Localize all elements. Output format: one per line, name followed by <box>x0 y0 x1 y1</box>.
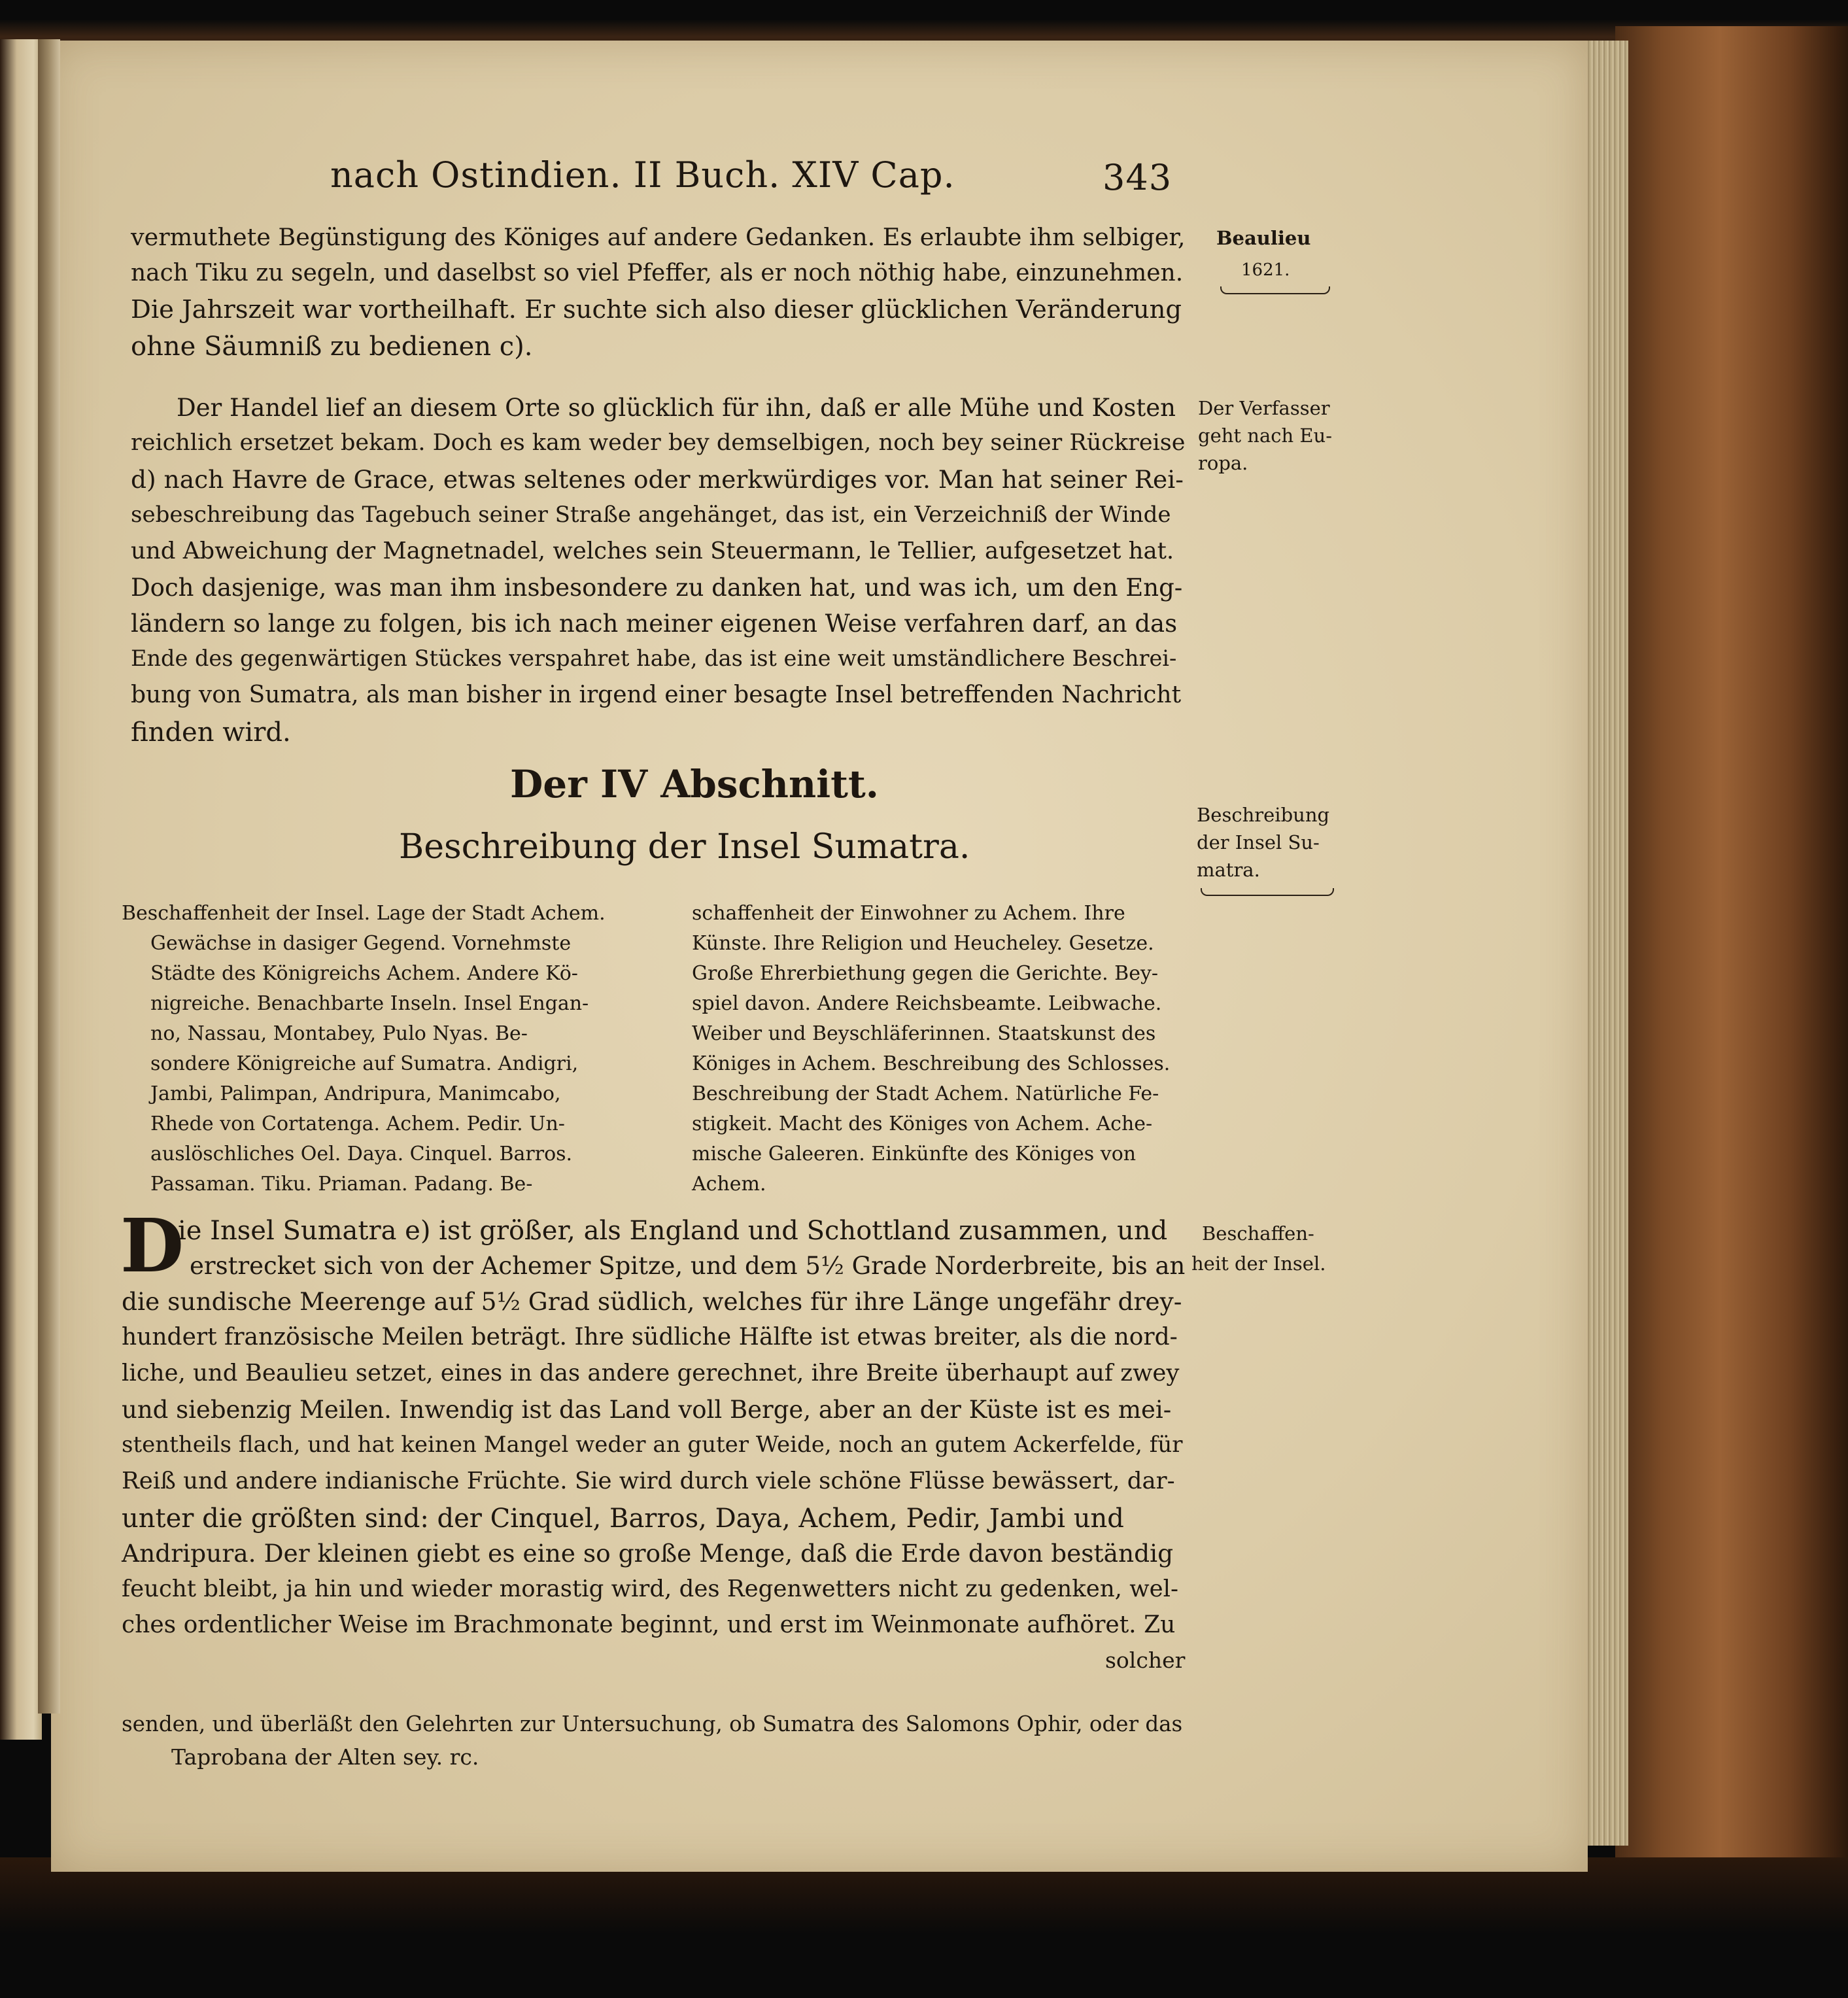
margin-bracket <box>1201 888 1334 896</box>
margin-note-line: matra. <box>1197 859 1260 881</box>
footnote-line: Taprobana der Alten sey. rc. <box>171 1744 479 1770</box>
summary-line: Künste. Ihre Religion und Heucheley. Gesetze. <box>692 932 1154 955</box>
summary-line: Achem. <box>692 1173 766 1196</box>
summary-line: Rhede von Cortatenga. Achem. Pedir. Un- <box>150 1112 565 1135</box>
text-line: die sundische Meerenge auf 5½ Grad südlich, welches für ihre Länge ungefähr drey- <box>122 1287 1182 1316</box>
text-line: hundert französische Meilen beträgt. Ihre südliche Hälfte ist etwas breiter, als die nord- <box>122 1324 1178 1351</box>
text-line: nach Tiku zu segeln, und daselbst so viel Pfeffer, als er noch nöthig habe, einzunehmen. <box>131 260 1184 286</box>
text-line: und Abweichung der Magnetnadel, welches sein Steuermann, le Tellier, aufgesetzet hat. <box>131 538 1174 564</box>
summary-line: Jambi, Palimpan, Andripura, Manimcabo, <box>150 1082 561 1105</box>
text-line: erstrecket sich von der Achemer Spitze, und dem 5½ Grade Norderbreite, bis an <box>190 1252 1186 1280</box>
section-title: Der IV Abschnitt. <box>510 762 879 806</box>
margin-note-year: 1621. <box>1241 260 1290 280</box>
margin-note-line: Der Verfasser <box>1198 397 1330 419</box>
section-subtitle: Beschreibung der Insel Sumatra. <box>399 827 970 867</box>
text-line: ie Insel Sumatra e) ist größer, als England und Schottland zusammen, und <box>178 1216 1168 1246</box>
summary-line: Beschreibung der Stadt Achem. Natürliche Fe- <box>692 1082 1159 1105</box>
summary-line: no, Nassau, Montabey, Pulo Nyas. Be- <box>150 1022 528 1045</box>
text-line: vermuthete Begünstigung des Königes auf andere Gedanken. Es erlaubte ihm selbiger, <box>131 223 1186 251</box>
summary-line: auslöschliches Oel. Daya. Cinquel. Barros. <box>150 1143 573 1165</box>
text-line: sebeschreibung das Tagebuch seiner Straße angehänget, das ist, ein Verzeichniß der Winde <box>131 502 1171 528</box>
text-line: ohne Säumniß zu bedienen c). <box>131 332 533 362</box>
catchword: solcher <box>1105 1647 1186 1673</box>
text-line: Ende des gegenwärtigen Stückes verspahret habe, das ist eine weit umständlichere Beschrei- <box>131 646 1177 671</box>
margin-note-line: geht nach Eu- <box>1198 424 1333 447</box>
margin-note-line: Beschaffen- <box>1202 1222 1314 1245</box>
text-line: Doch dasjenige, was man ihm insbesondere zu danken hat, und was ich, um den Eng- <box>131 574 1183 602</box>
page-number: 343 <box>1103 157 1172 198</box>
text-line: Die Jahrszeit war vortheilhaft. Er suchte sich also dieser glücklichen Veränderung <box>131 295 1182 324</box>
footnote-line: senden, und überläßt den Gelehrten zur Untersuchung, ob Sumatra des Salomons Ophir, oder das <box>122 1712 1183 1736</box>
book-cover-right <box>1615 26 1848 1857</box>
summary-line: stigkeit. Macht des Königes von Achem. Ache- <box>692 1112 1153 1135</box>
text-line: feucht bleibt, ja hin und wieder morastig wird, des Regenwetters nicht zu gedenken, wel- <box>122 1576 1178 1602</box>
summary-line: nigreiche. Benachbarte Inseln. Insel Engan- <box>150 992 589 1015</box>
summary-line: Weiber und Beyschläferinnen. Staatskunst des <box>692 1022 1156 1045</box>
summary-line: Königes in Achem. Beschreibung des Schlosses. <box>692 1052 1171 1075</box>
margin-note-line: ropa. <box>1198 452 1248 474</box>
summary-line: spiel davon. Andere Reichsbeamte. Leibwache. <box>692 992 1162 1015</box>
text-line: ländern so lange zu folgen, bis ich nach meiner eigenen Weise verfahren darf, an das <box>131 610 1178 638</box>
text-line: unter die größten sind: der Cinquel, Barros, Daya, Achem, Pedir, Jambi und <box>122 1504 1124 1534</box>
text-line: d) nach Havre de Grace, etwas seltenes oder merkwürdiges vor. Man hat seiner Rei- <box>131 465 1184 494</box>
book-cover-bottom <box>0 1857 1848 1998</box>
summary-line: schaffenheit der Einwohner zu Achem. Ihre <box>692 902 1125 925</box>
text-line: Der Handel lief an diesem Orte so glücklich für ihn, daß er alle Mühe und Kosten <box>177 394 1176 422</box>
page-gutter <box>38 39 60 1714</box>
left-page-edge <box>0 39 42 1740</box>
text-line: stentheils flach, und hat keinen Mangel weder an guter Weide, noch an gutem Ackerfelde, für <box>122 1432 1183 1458</box>
summary-line: Große Ehrerbiethung gegen die Gerichte. Bey- <box>692 962 1159 985</box>
summary-line: Passaman. Tiku. Priaman. Padang. Be- <box>150 1173 533 1196</box>
text-line: und siebenzig Meilen. Inwendig ist das Land voll Berge, aber an der Küste ist es mei- <box>122 1396 1172 1424</box>
summary-line: sondere Königreiche auf Sumatra. Andigri, <box>150 1052 579 1075</box>
text-line: ches ordentlicher Weise im Brachmonate beginnt, und erst im Weinmonate aufhöret. Zu <box>122 1611 1176 1638</box>
margin-note-line: heit der Insel. <box>1191 1252 1326 1275</box>
running-title: nach Ostindien. II Buch. XIV Cap. <box>330 154 955 196</box>
text-line: liche, und Beaulieu setzet, eines in das andere gerechnet, ihre Breite überhaupt auf zwey <box>122 1360 1180 1387</box>
margin-bracket <box>1220 286 1330 294</box>
text-line: Reiß und andere indianische Früchte. Sie wird durch viele schöne Flüsse bewässert, dar- <box>122 1468 1175 1494</box>
drop-cap: D <box>120 1203 184 1289</box>
margin-note-author: Beaulieu <box>1216 227 1311 249</box>
summary-line: mische Galeeren. Einkünfte des Königes von <box>692 1143 1137 1165</box>
margin-note-line: Beschreibung <box>1197 804 1330 826</box>
text-line: finden wird. <box>131 717 291 748</box>
summary-line: Beschaffenheit der Insel. Lage der Stadt Achem. <box>122 902 606 925</box>
text-line: reichlich ersetzet bekam. Doch es kam weder bey demselbigen, noch bey seiner Rückreise <box>131 430 1186 456</box>
summary-line: Gewächse in dasiger Gegend. Vornehmste <box>150 932 572 955</box>
text-line: bung von Sumatra, als man bisher in irgend einer besagte Insel betreffenden Nachricht <box>131 681 1182 708</box>
summary-line: Städte des Königreichs Achem. Andere Kö- <box>150 962 578 985</box>
margin-note-line: der Insel Su- <box>1197 831 1320 853</box>
text-line: Andripura. Der kleinen giebt es eine so große Menge, daß die Erde davon beständig <box>122 1539 1174 1568</box>
